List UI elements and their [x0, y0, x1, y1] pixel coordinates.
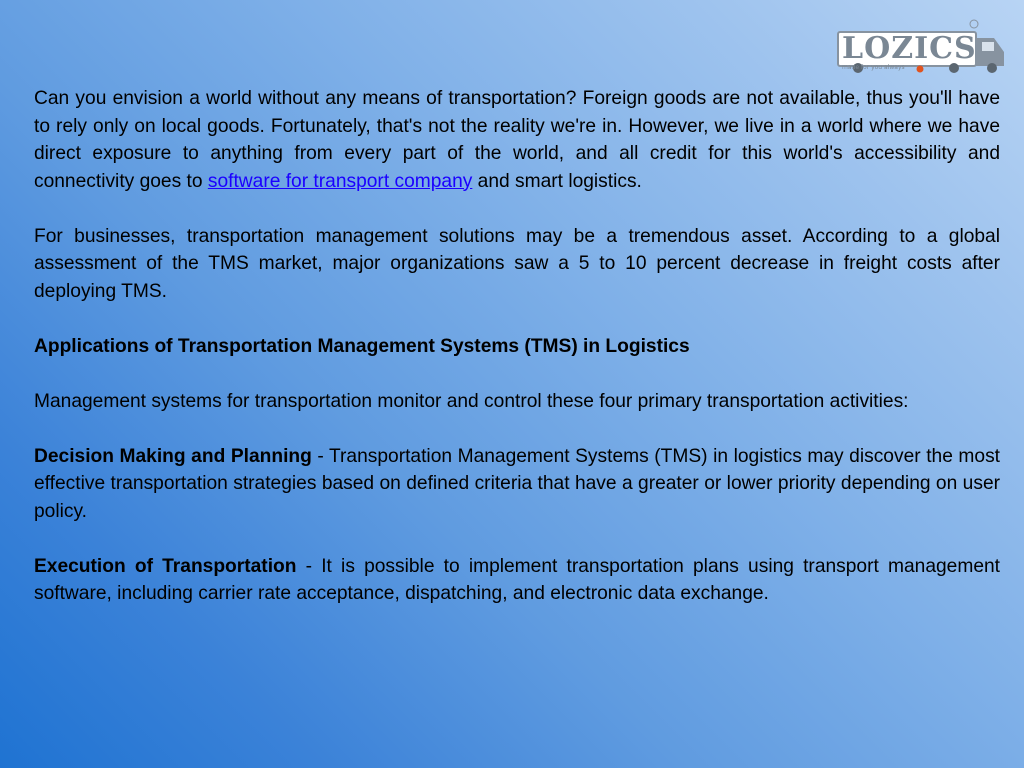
planning-term: Decision Making and Planning: [34, 445, 312, 467]
planning-paragraph: [34, 443, 1000, 526]
intro-text: Can you envision a world without any means of transportation? Foreign goods are not available, thus you'll have to rely only on local goods. Fortunately, that's not the reality we're in. However, we live in a world where we have direct exposure to anything from every part of the world, and all credit for this world's accessibility and connectivity goes to: [34, 88, 1000, 192]
intro-paragraph: [34, 85, 1000, 195]
lozics-logo-graphic: [834, 18, 1010, 76]
planning-text: - Transportation Management Systems (TMS) in logistics may discover the most effective transportation strategies based on defined criteria that have a greater or lower priority depending on user policy.: [34, 445, 1000, 522]
section-heading: Applications of Transportation Management Systems (TMS) in Logistics: [34, 335, 690, 357]
logo-tagline: made for you always: [842, 64, 905, 71]
execution-term: Execution of Transportation: [34, 555, 297, 577]
logo-wordmark: LOZICS: [842, 31, 977, 66]
activities-intro-paragraph: Management systems for transportation monitor and control these four primary transportation activities:: [34, 390, 909, 412]
tms-benefit-paragraph: For businesses, transportation management solutions may be a tremendous asset. According to a global assessment of the TMS market, major organizations saw a 5 to 10 percent decrease in freight costs after deploying TMS.: [34, 225, 1000, 302]
execution-paragraph: [34, 553, 1000, 608]
transport-software-link[interactable]: software for transport company: [207, 170, 473, 192]
intro-text-end: and smart logistics.: [472, 170, 642, 192]
article-body: [34, 85, 1000, 635]
execution-text: - It is possible to implement transportation plans using transport management software, including carrier rate acceptance, dispatching, and electronic data exchange.: [34, 555, 1000, 604]
lozics-logo: [834, 18, 1010, 76]
